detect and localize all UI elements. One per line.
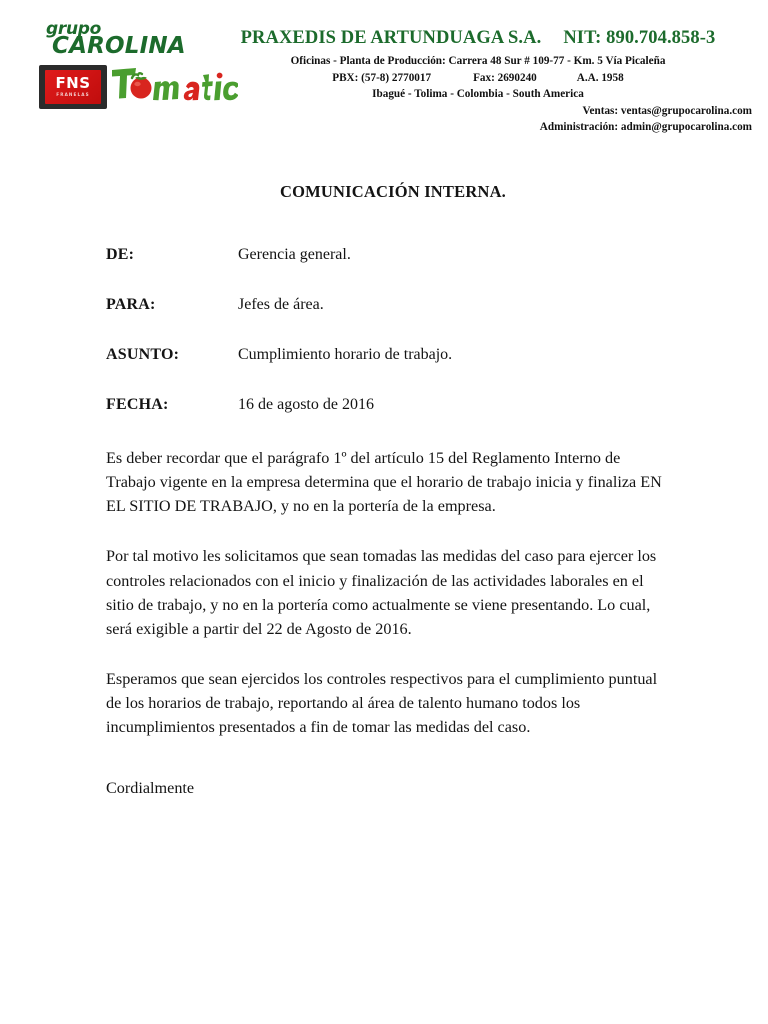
field-value-fecha: 16 de agosto de 2016: [238, 396, 374, 413]
fns-logo-panel: [45, 70, 101, 104]
company-contact-block: [204, 28, 752, 136]
field-label-fecha: FECHA:: [106, 396, 169, 413]
grupo-carolina-logo-grupo-text: grupo: [46, 19, 102, 39]
company-nit: NIT: 890.704.858-3: [563, 28, 716, 48]
field-row-asunto: [106, 346, 768, 364]
fns-logo-text: FNS: [55, 74, 91, 93]
fns-logo-subtitle: FRANELAS: [56, 92, 90, 98]
company-admin-email: Administración: admin@grupocarolina.com: [539, 121, 752, 134]
company-name-row: [204, 28, 752, 49]
grupo-carolina-logo-name-text: CAROLINA: [52, 32, 186, 59]
body-paragraph-3: Esperamos que sean ejercidos los controles respectivos para el cumplimiento puntual de los horarios de trabajo, reportando al área de talento humano todos los incumplimientos presentados a fin de tomar las medidas del caso.: [106, 669, 658, 737]
company-sales-email: Ventas: ventas@grupocarolina.com: [582, 104, 752, 117]
field-row-fecha: [106, 396, 768, 414]
company-address: Oficinas - Planta de Producción: Carrera 48 Sur # 109-77 - Km. 5 Vía Picaleña: [290, 55, 666, 67]
memo-fields: [0, 246, 768, 414]
page-title: COMUNICACIÓN INTERNA.: [279, 182, 507, 201]
company-fax: Fax: 2690240: [473, 71, 537, 84]
closing-salutation: Cordialmente: [106, 779, 195, 798]
fns-franelas-logo: [39, 65, 107, 109]
company-location: Ibagué - Tolima - Colombia - South America: [372, 88, 584, 101]
field-label-para: PARA:: [106, 296, 156, 313]
memo-body: [0, 446, 768, 739]
field-row-para: [106, 296, 768, 314]
letterhead: [0, 0, 768, 150]
grupo-carolina-logo: [42, 19, 186, 59]
field-label-de: DE:: [106, 246, 135, 263]
field-label-asunto: ASUNTO:: [106, 346, 180, 363]
company-phone-row: [204, 70, 752, 87]
field-row-de: [106, 246, 768, 264]
body-paragraph-2: Por tal motivo les solicitamos que sean tomadas las medidas del caso para ejercer los controles relacionados con el inicio y finalización de las actividades laborales en el sitio de trabajo, y no en la portería como actualmente se viene presentando. Lo cual, será exigible a partir del 22 de Agosto de 2016.: [106, 547, 657, 638]
body-paragraph-1: Es deber recordar que el parágrafo 1º del artículo 15 del Reglamento Interno de Trabajo vigente en la empresa determina que el horario de trabajo inicia y finaliza EN EL SITIO DE TRABAJO, y no en la portería de la empresa.: [106, 449, 662, 516]
company-pbx: PBX: (57-8) 2770017: [332, 71, 432, 84]
company-name: PRAXEDIS DE ARTUNDUAGA S.A.: [240, 28, 542, 48]
company-aa: A.A. 1958: [576, 71, 624, 84]
field-value-asunto: Cumplimiento horario de trabajo.: [238, 346, 453, 363]
field-value-para: Jefes de área.: [238, 296, 324, 313]
field-value-de: Gerencia general.: [238, 246, 351, 263]
